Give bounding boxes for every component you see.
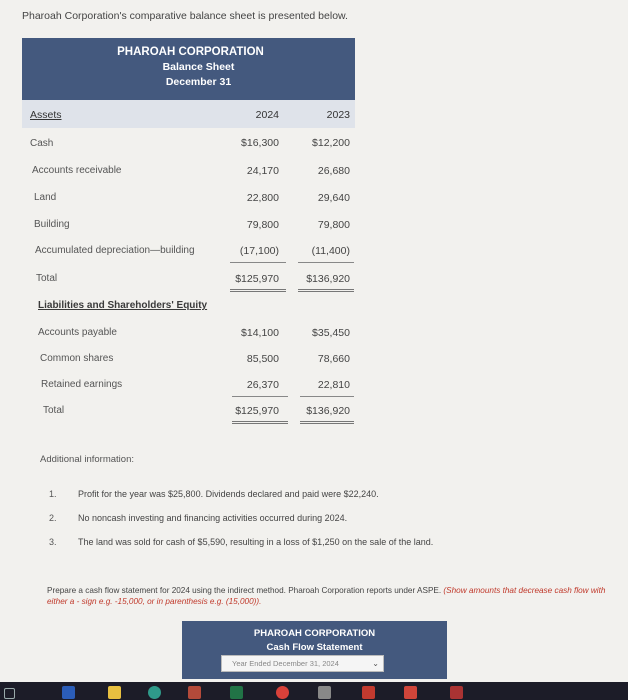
chrome-icon[interactable]	[276, 686, 289, 699]
instructions-note: (Show amounts that decrease cash flow with either a - sign e.g. -15,000, or in parenthesis e.g. (15,000)).	[47, 586, 606, 606]
info-number: 2.	[49, 513, 57, 523]
liab-subtotal-rule-2023	[300, 396, 354, 397]
instructions	[47, 585, 627, 607]
subtotal-rule-2024	[230, 262, 286, 263]
liab-double-rule-2023	[300, 421, 354, 424]
column-header-bar	[22, 100, 355, 128]
statement-date: December 31	[165, 76, 232, 88]
common-shares-2023: 78,660	[317, 353, 350, 365]
total-double-rule-2024	[230, 289, 286, 292]
land-2023: 29,640	[317, 192, 350, 204]
acc-dep-2023: (11,400)	[311, 245, 350, 257]
total-assets-2024: $125,970	[235, 273, 279, 285]
ar-2024: 24,170	[246, 165, 279, 177]
app2-icon[interactable]	[450, 686, 463, 699]
cash-flow-title: Cash Flow Statement	[266, 642, 363, 653]
office-icon[interactable]	[188, 686, 201, 699]
edge-icon[interactable]	[148, 686, 161, 699]
excel-icon[interactable]	[230, 686, 243, 699]
cash-2023: $12,200	[312, 137, 350, 149]
info-number: 1.	[49, 489, 57, 499]
start-icon[interactable]	[4, 688, 15, 699]
row-label-accumulated-depreciation: Accumulated depreciation—building	[35, 245, 195, 256]
row-label-total-liabilities: Total	[43, 405, 65, 416]
row-label-building: Building	[34, 219, 70, 230]
chevron-down-icon: ⌄	[372, 659, 379, 668]
powerpoint-icon[interactable]	[404, 686, 417, 699]
info-number: 3.	[49, 537, 57, 547]
subtotal-rule-2023	[298, 262, 354, 263]
total-liab-2024: $125,970	[235, 405, 279, 417]
ap-2024: $14,100	[241, 327, 279, 339]
cash-2024: $16,300	[241, 137, 279, 149]
cash-flow-company: PHAROAH CORPORATION	[253, 628, 376, 639]
taskbar	[0, 682, 628, 700]
total-double-rule-2023	[298, 289, 354, 292]
liabilities-heading: Liabilities and Shareholders' Equity	[38, 300, 208, 311]
building-2023: 79,800	[317, 219, 350, 231]
row-label-accounts-receivable: Accounts receivable	[32, 165, 122, 176]
year-2024-header: 2024	[255, 109, 279, 121]
info-item: The land was sold for cash of $5,590, resulting in a loss of $1,250 on the sale of the land.	[78, 537, 434, 547]
row-label-retained-earnings: Retained earnings	[41, 379, 123, 390]
acc-dep-2024: (17,100)	[239, 245, 279, 257]
common-shares-2024: 85,500	[246, 353, 279, 365]
ar-2023: 26,680	[317, 165, 350, 177]
settings-icon[interactable]	[318, 686, 331, 699]
row-label-cash: Cash	[30, 138, 54, 149]
period-dropdown[interactable]	[221, 655, 384, 672]
folder-icon[interactable]	[108, 686, 121, 699]
instructions-main: Prepare a cash flow statement for 2024 using the indirect method. Pharoah Corporation reports under ASPE.	[47, 586, 444, 595]
app-icon[interactable]	[362, 686, 375, 699]
row-label-land: Land	[34, 192, 57, 203]
info-item: Profit for the year was $25,800. Dividends declared and paid were $22,240.	[78, 489, 379, 499]
intro-text: Pharoah Corporation's comparative balance sheet is presented below.	[22, 10, 348, 22]
total-liab-2023: $136,920	[306, 405, 350, 417]
row-label-common-shares: Common shares	[40, 353, 114, 364]
additional-info-title: Additional information:	[40, 454, 134, 465]
retained-earnings-2023: 22,810	[317, 379, 350, 391]
year-2023-header: 2023	[326, 109, 350, 121]
info-item: No noncash investing and financing activities occurred during 2024.	[78, 513, 348, 523]
land-2024: 22,800	[246, 192, 279, 204]
total-assets-2023: $136,920	[306, 273, 350, 285]
row-label-accounts-payable: Accounts payable	[38, 327, 117, 338]
building-2024: 79,800	[246, 219, 279, 231]
liab-subtotal-rule-2024	[232, 396, 288, 397]
period-dropdown-value: Year Ended December 31, 2024	[232, 659, 339, 668]
statement-title: Balance Sheet	[162, 61, 235, 73]
ap-2023: $35,450	[312, 327, 350, 339]
row-label-total-assets: Total	[36, 273, 58, 284]
balance-sheet-header	[22, 38, 355, 100]
word-icon[interactable]	[62, 686, 75, 699]
company-name: PHAROAH CORPORATION	[117, 46, 264, 58]
retained-earnings-2024: 26,370	[246, 379, 279, 391]
liab-double-rule-2024	[232, 421, 288, 424]
assets-heading: Assets	[30, 109, 62, 121]
